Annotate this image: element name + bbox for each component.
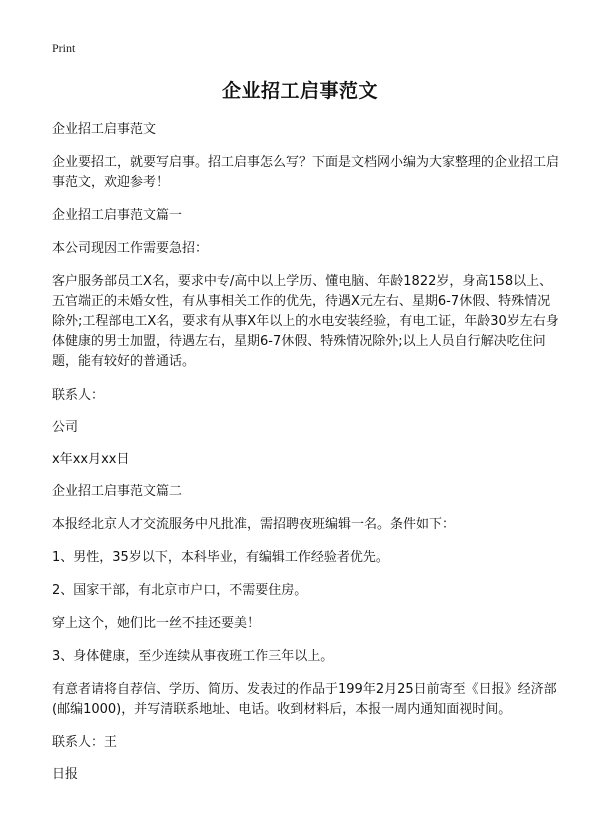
document-body xyxy=(52,120,560,785)
date-line: x年xx月xx日 xyxy=(52,452,130,467)
subtitle-paragraph: 企业招工启事范文 xyxy=(52,122,157,137)
intro-paragraph: 企业要招工，就要写启事。招工启事怎么写？下面是文档网小编为大家整理的企业招工启事范文，欢迎参考！ xyxy=(52,155,560,190)
section-heading-two: 企业招工启事范文篇二 xyxy=(52,484,183,499)
document-title: 企业招工启事范文 xyxy=(221,80,378,102)
application-instructions-paragraph: 有意者请将自荐信、学历、简历、发表过的作品于199年2月25日前寄至《日报》经济部(邮编1000)，并写清联系地址、电话。收到材料后，本报一周内通知面视时间。 xyxy=(52,682,557,717)
publisher-line: 日报 xyxy=(52,767,79,782)
recruit-intro-paragraph: 本公司现因工作需要急招： xyxy=(52,241,209,256)
condition-item-3: 3、身体健康，至少连续从事夜班工作三年以上。 xyxy=(52,649,334,664)
contact-label: 联系人： xyxy=(52,388,105,403)
print-label: Print xyxy=(52,41,76,55)
inserted-line: 穿上这个，她们比一丝不挂还要美！ xyxy=(52,616,261,631)
job-requirements-paragraph: 客户服务部员工X名，要求中专/高中以上学历、懂电脑、年龄1822岁，身高158以上、五官端正的未婚女性，有从事相关工作的优先，待遇X元左右、星期6-7休假、特殊情况除外;工程部电工X名，要求有从事X年以上的水电安装经验，有电工证，年龄30岁左右身体健康的男士加盟，待遇左右，星期6-7休假、特殊情况除外;以上人员自行解决吃住问题，能有较好的普通话。 xyxy=(52,274,559,369)
section-heading-one: 企业招工启事范文篇一 xyxy=(52,208,183,223)
condition-item-2: 2、国家干部，有北京市户口，不需要住房。 xyxy=(52,583,308,598)
company-label: 公司 xyxy=(52,420,79,435)
condition-item-1: 1、男性，35岁以下，本科毕业，有编辑工作经验者优先。 xyxy=(52,550,389,565)
recruit-notice-paragraph: 本报经北京人才交流服务中凡批准，需招聘夜班编辑一名。条件如下： xyxy=(52,517,456,532)
contact-person-line: 联系人：王 xyxy=(52,735,118,750)
